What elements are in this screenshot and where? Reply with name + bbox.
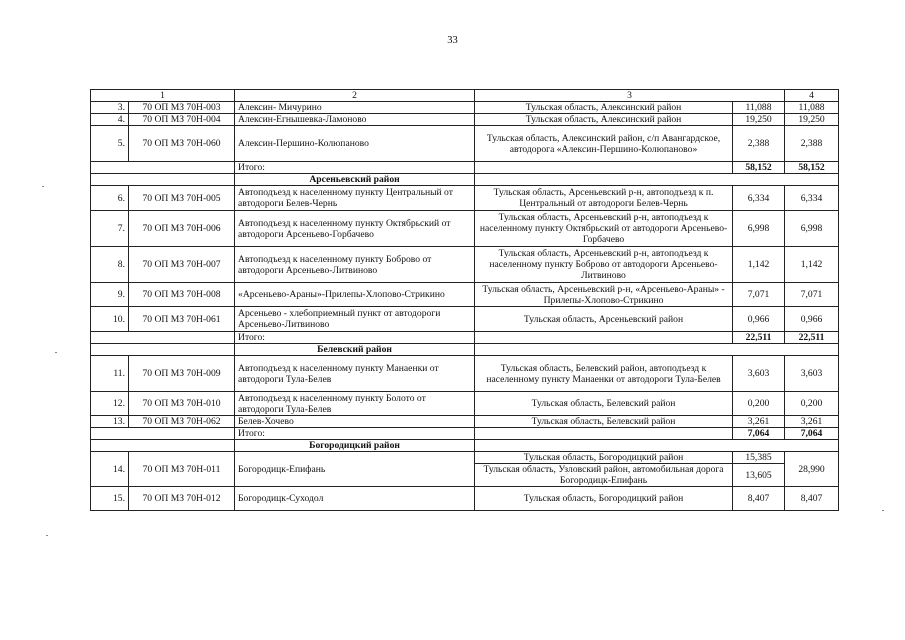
segment-length: 13,605 (733, 464, 785, 487)
road-total-length: 0,200 (785, 392, 839, 416)
segment-length: 3,261 (733, 416, 785, 428)
road-location: Тульская область, Богородицкий район (475, 452, 733, 464)
column-number: 1 (91, 90, 235, 102)
road-total-length: 3,261 (785, 416, 839, 428)
table-row (91, 356, 839, 392)
road-code: 70 ОП МЗ 70Н-007 (129, 247, 235, 283)
scan-speck (46, 535, 48, 536)
empty-cell (475, 440, 839, 452)
empty-cell (91, 344, 235, 356)
road-total-length: 7,071 (785, 283, 839, 307)
district-name: Арсеньевский район (235, 174, 475, 186)
road-name: Автоподъезд к населенному пункту Боброво от автодороги Арсеньево-Литвиново (235, 247, 475, 283)
segment-length: 6,334 (733, 186, 785, 211)
row-number: 4. (91, 114, 129, 126)
table-row (91, 452, 839, 464)
row-number: 8. (91, 247, 129, 283)
road-name: Автоподъезд к населенному пункту Манаенки от автодороги Тула-Белев (235, 356, 475, 392)
row-number: 6. (91, 186, 129, 211)
road-location: Тульская область, Арсеньевский район (475, 307, 733, 332)
total-length: 58,152 (733, 162, 785, 174)
road-code: 70 ОП МЗ 70Н-011 (129, 452, 235, 487)
column-number: 3 (475, 90, 785, 102)
total-length: 22,511 (733, 332, 785, 344)
road-name: Алексин-Першино-Колюпаново (235, 126, 475, 162)
column-number: 4 (785, 90, 839, 102)
district-total-row (91, 428, 839, 440)
page-number: 33 (447, 35, 458, 46)
empty-cell (91, 428, 235, 440)
row-number: 3. (91, 102, 129, 114)
table-row (91, 283, 839, 307)
road-location: Тульская область, Белевский район (475, 416, 733, 428)
table-body (91, 90, 839, 511)
road-name: Автоподъезд к населенному пункту Октябрьский от автодороги Арсеньево-Горбачево (235, 211, 475, 247)
road-location: Тульская область, Арсеньевский р-н, автоподъезд к населенному пункту Боброво от автодороги Арсеньево-Литвиново (475, 247, 733, 283)
empty-cell (91, 162, 235, 174)
road-total-length: 0,966 (785, 307, 839, 332)
district-name: Белевский район (235, 344, 475, 356)
scan-speck (882, 510, 884, 511)
table-row (91, 211, 839, 247)
road-total-length: 6,334 (785, 186, 839, 211)
road-name: Автоподъезд к населенному пункту Болото от автодороги Тула-Белев (235, 392, 475, 416)
road-location: Тульская область, Белевский район (475, 392, 733, 416)
row-number: 9. (91, 283, 129, 307)
table-row (91, 416, 839, 428)
road-location: Тульская область, Белевский район, автоподъезд к населенному пункту Манаенки от автодороги Тула-Белев (475, 356, 733, 392)
road-code: 70 ОП МЗ 70Н-003 (129, 102, 235, 114)
road-name: Алексин- Мичурино (235, 102, 475, 114)
road-location: Тульская область, Алексинский район (475, 102, 733, 114)
empty-cell (475, 428, 733, 440)
scan-speck (55, 352, 57, 353)
segment-length: 0,966 (733, 307, 785, 332)
segment-length: 2,388 (733, 126, 785, 162)
segment-length: 11,088 (733, 102, 785, 114)
road-location: Тульская область, Богородицкий район (475, 487, 733, 511)
road-name: Арсеньево - хлебоприемный пункт от автодороги Арсеньево-Литвиново (235, 307, 475, 332)
district-total-row (91, 162, 839, 174)
total-sum: 22,511 (785, 332, 839, 344)
total-label: Итого: (235, 428, 475, 440)
road-name: «Арсеньево-Араны»-Прилепы-Хлопово-Стрикино (235, 283, 475, 307)
scan-speck (42, 186, 44, 187)
row-number: 12. (91, 392, 129, 416)
road-total-length: 28,990 (785, 452, 839, 487)
road-location: Тульская область, Арсеньевский р-н, автоподъезд к п. Центральный от автодороги Белев-Чернь (475, 186, 733, 211)
district-header-row (91, 344, 839, 356)
total-label: Итого: (235, 162, 475, 174)
row-number: 10. (91, 307, 129, 332)
road-location: Тульская область, Арсеньевский р-н, «Арсеньево-Араны» - Прилепы-Хлопово-Стрикино (475, 283, 733, 307)
district-name: Богородицкий район (235, 440, 475, 452)
district-total-row (91, 332, 839, 344)
table-row (91, 392, 839, 416)
table-row (91, 114, 839, 126)
row-number: 14. (91, 452, 129, 487)
total-label: Итого: (235, 332, 475, 344)
table-row (91, 102, 839, 114)
table-row (91, 126, 839, 162)
empty-cell (91, 332, 235, 344)
road-name: Богородицк-Суходол (235, 487, 475, 511)
road-total-length: 8,407 (785, 487, 839, 511)
road-code: 70 ОП МЗ 70Н-060 (129, 126, 235, 162)
road-code: 70 ОП МЗ 70Н-005 (129, 186, 235, 211)
total-length: 7,064 (733, 428, 785, 440)
road-code: 70 ОП МЗ 70Н-010 (129, 392, 235, 416)
empty-cell (475, 174, 839, 186)
table-row (91, 487, 839, 511)
segment-length: 19,250 (733, 114, 785, 126)
road-code: 70 ОП МЗ 70Н-004 (129, 114, 235, 126)
district-header-row (91, 174, 839, 186)
row-number: 13. (91, 416, 129, 428)
road-total-length: 1,142 (785, 247, 839, 283)
district-header-row (91, 440, 839, 452)
row-number: 7. (91, 211, 129, 247)
segment-length: 0,200 (733, 392, 785, 416)
road-name: Автоподъезд к населенному пункту Центральный от автодороги Белев-Чернь (235, 186, 475, 211)
row-number: 11. (91, 356, 129, 392)
road-total-length: 2,388 (785, 126, 839, 162)
road-location: Тульская область, Алексинский район, с/п Авангардское, автодорога «Алексин-Першино-Колюпаново» (475, 126, 733, 162)
total-sum: 58,152 (785, 162, 839, 174)
segment-length: 8,407 (733, 487, 785, 511)
road-name: Богородицк-Епифань (235, 452, 475, 487)
road-code: 70 ОП МЗ 70Н-009 (129, 356, 235, 392)
row-number: 5. (91, 126, 129, 162)
road-name: Алексин-Егнышевка-Ламоново (235, 114, 475, 126)
row-number: 15. (91, 487, 129, 511)
empty-cell (475, 344, 839, 356)
empty-cell (91, 174, 235, 186)
empty-cell (475, 162, 733, 174)
empty-cell (91, 440, 235, 452)
table-row (91, 247, 839, 283)
road-code: 70 ОП МЗ 70Н-006 (129, 211, 235, 247)
total-sum: 7,064 (785, 428, 839, 440)
empty-cell (475, 332, 733, 344)
road-code: 70 ОП МЗ 70Н-012 (129, 487, 235, 511)
segment-length: 7,071 (733, 283, 785, 307)
segment-length: 6,998 (733, 211, 785, 247)
column-number-row (91, 90, 839, 102)
segment-length: 3,603 (733, 356, 785, 392)
column-number: 2 (235, 90, 475, 102)
road-location: Тульская область, Алексинский район (475, 114, 733, 126)
road-name: Белев-Хочево (235, 416, 475, 428)
road-total-length: 11,088 (785, 102, 839, 114)
table-row (91, 186, 839, 211)
road-total-length: 19,250 (785, 114, 839, 126)
road-code: 70 ОП МЗ 70Н-062 (129, 416, 235, 428)
road-total-length: 6,998 (785, 211, 839, 247)
road-total-length: 3,603 (785, 356, 839, 392)
table-row (91, 307, 839, 332)
road-location: Тульская область, Узловский район, автомобильная дорога Богородицк-Епифань (475, 464, 733, 487)
segment-length: 1,142 (733, 247, 785, 283)
road-location: Тульская область, Арсеньевский р-н, автоподъезд к населенному пункту Октябрьский от автодороги Арсеньево-Горбачево (475, 211, 733, 247)
road-code: 70 ОП МЗ 70Н-061 (129, 307, 235, 332)
road-code: 70 ОП МЗ 70Н-008 (129, 283, 235, 307)
road-registry-table (90, 89, 839, 511)
segment-length: 15,385 (733, 452, 785, 464)
